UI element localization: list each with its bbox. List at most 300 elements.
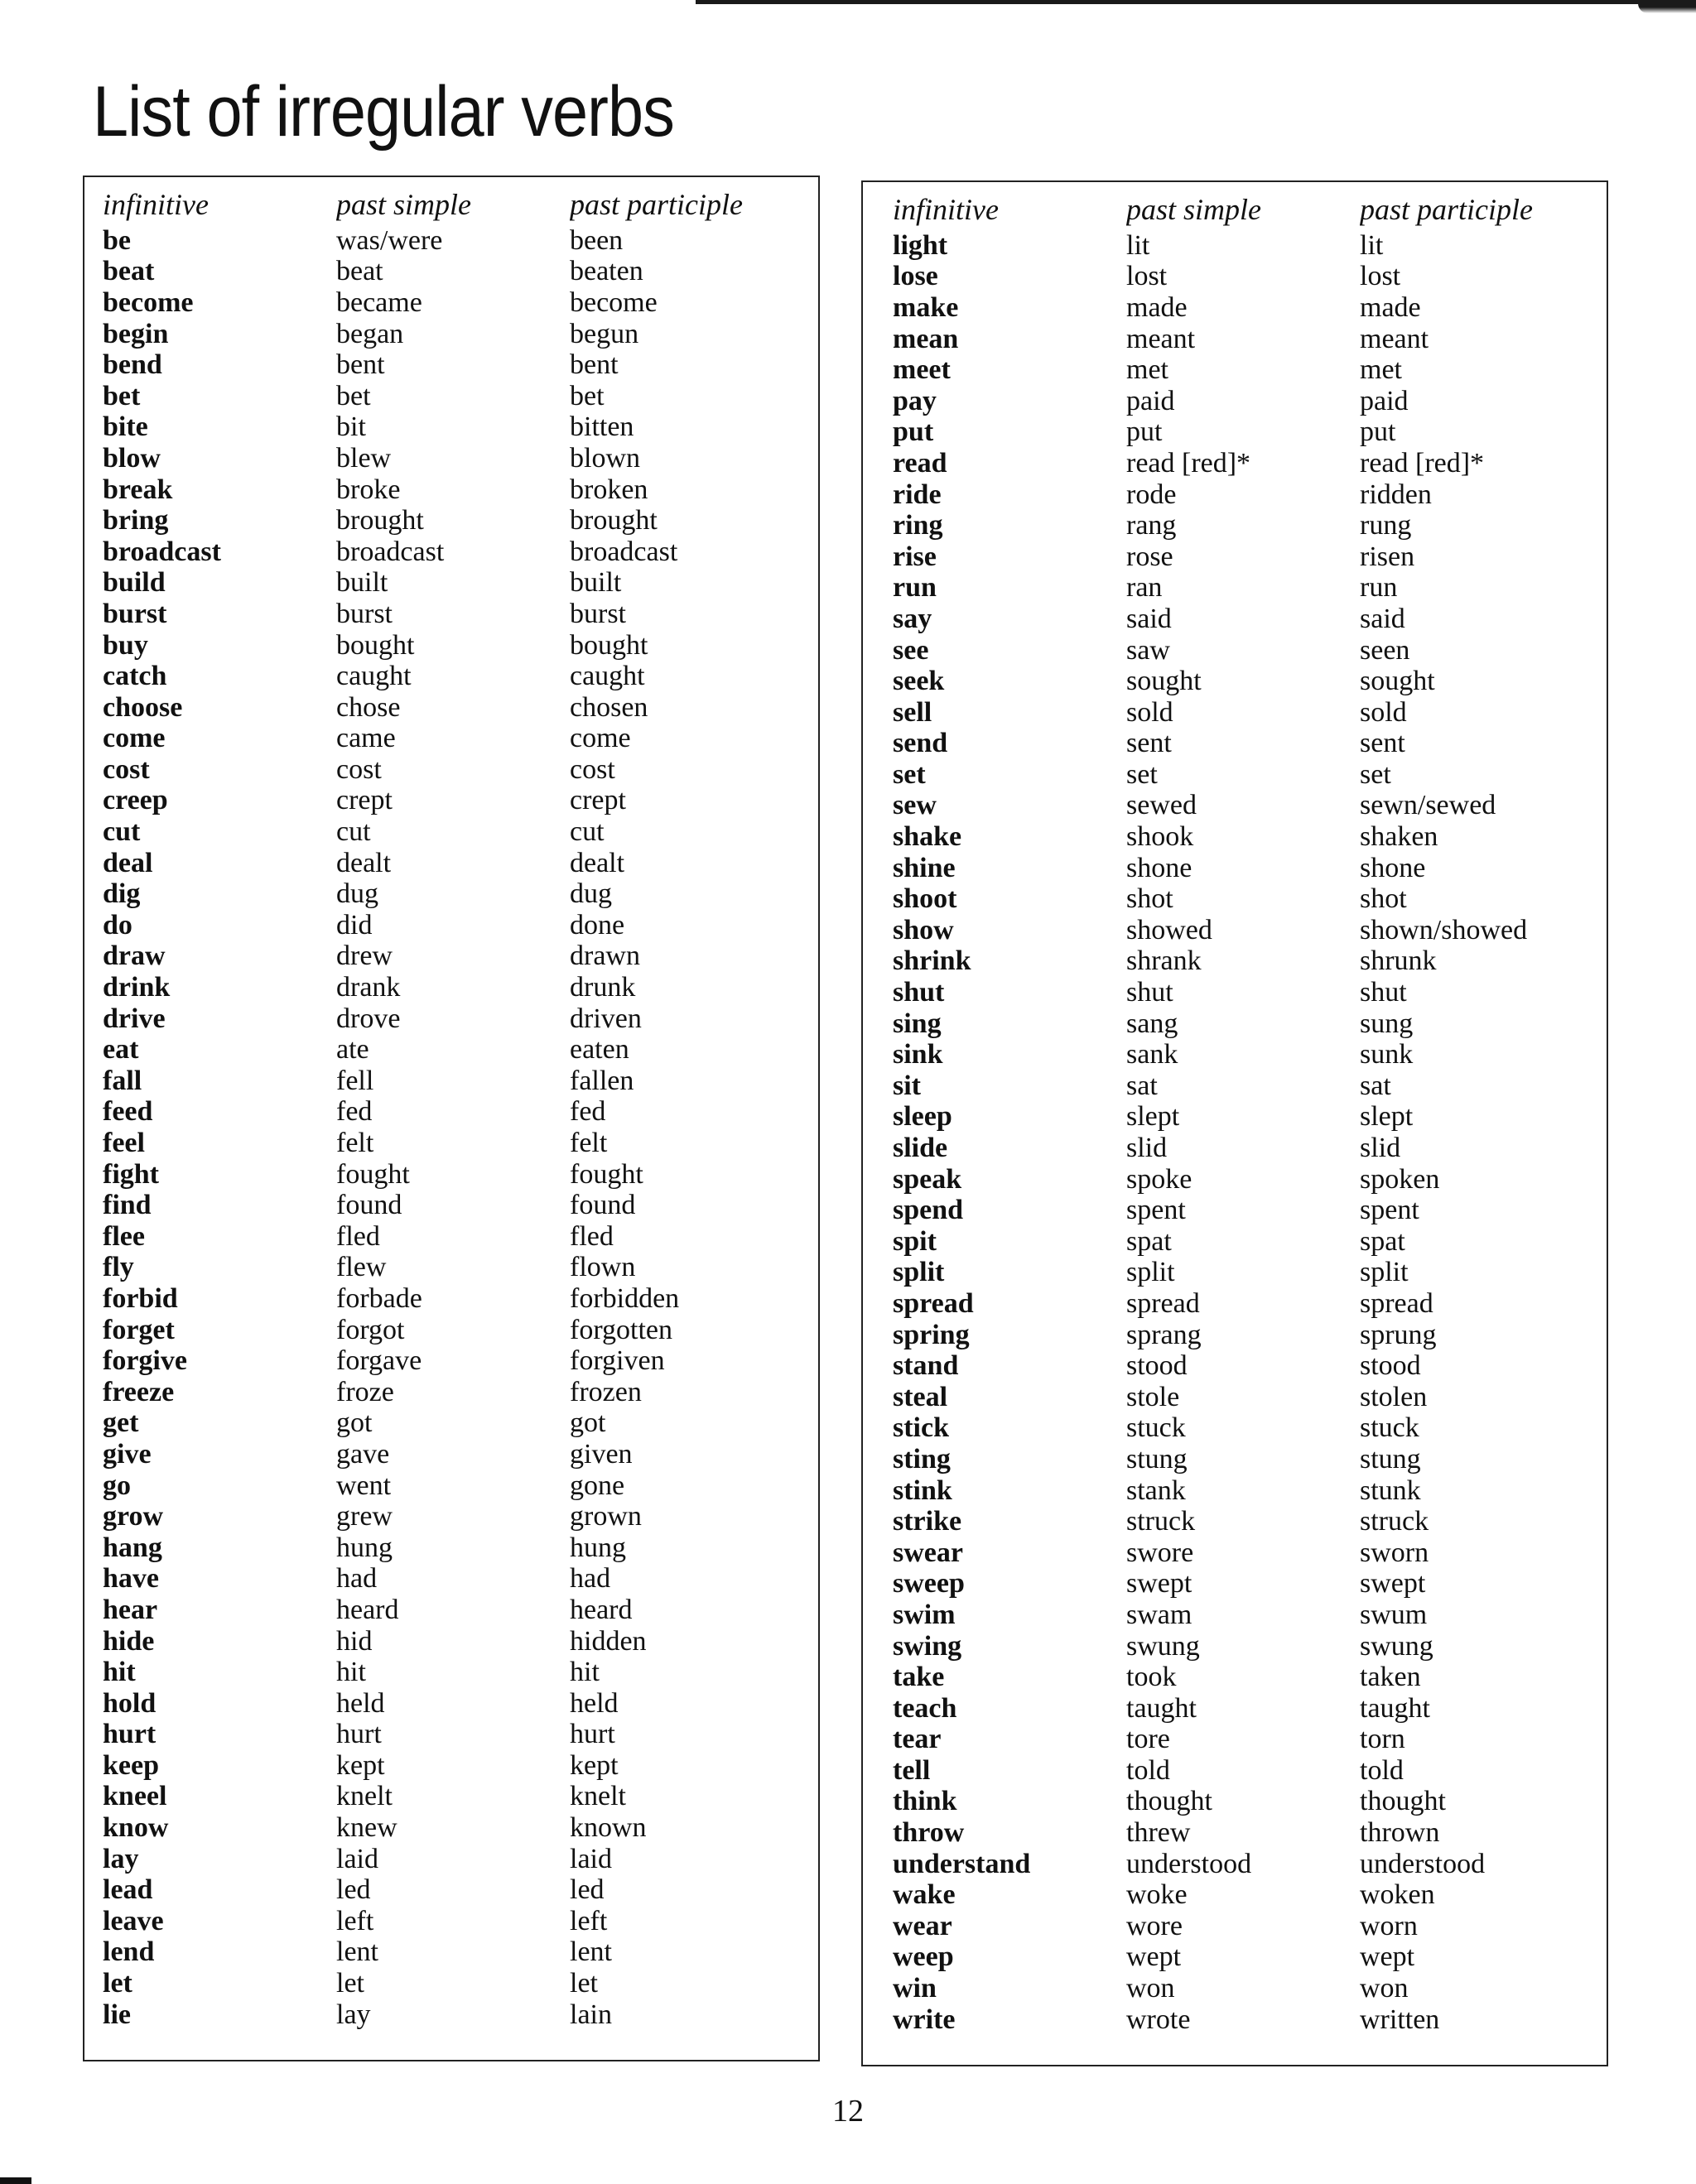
verb-past-simple: heard bbox=[336, 1594, 399, 1625]
verb-past-participle: frozen bbox=[570, 1376, 642, 1407]
verb-past-simple: came bbox=[336, 723, 396, 754]
verb-past-simple: knelt bbox=[336, 1781, 393, 1812]
verb-infinitive: sleep bbox=[893, 1101, 952, 1133]
verb-past-simple: meant bbox=[1126, 323, 1196, 354]
top-rule-decoration bbox=[696, 0, 1696, 4]
verb-table-left bbox=[83, 176, 820, 2061]
verb-past-simple: left bbox=[336, 1905, 374, 1936]
verb-past-simple: cost bbox=[336, 753, 382, 785]
verb-past-simple: tore bbox=[1126, 1724, 1170, 1755]
verb-infinitive: bring bbox=[103, 505, 169, 536]
table-row bbox=[84, 412, 818, 444]
verb-infinitive: mean bbox=[893, 323, 959, 354]
verb-past-participle: sent bbox=[1360, 728, 1405, 759]
verb-infinitive: drive bbox=[103, 1003, 166, 1034]
verb-past-simple: ran bbox=[1126, 572, 1163, 604]
verb-infinitive: feel bbox=[103, 1128, 145, 1159]
verb-past-simple: paid bbox=[1126, 385, 1175, 416]
verb-past-simple: wept bbox=[1126, 1941, 1182, 1973]
verb-past-simple: blew bbox=[336, 442, 392, 474]
verb-past-participle: flown bbox=[570, 1252, 636, 1283]
verb-past-simple: stank bbox=[1126, 1474, 1186, 1506]
verb-past-participle: spread bbox=[1360, 1287, 1433, 1319]
verb-past-simple: won bbox=[1126, 1973, 1175, 2004]
verb-infinitive: freeze bbox=[103, 1376, 175, 1407]
verb-past-simple: wore bbox=[1126, 1910, 1183, 1941]
table-row bbox=[84, 941, 818, 973]
verb-past-simple: fought bbox=[336, 1158, 410, 1190]
verb-infinitive: show bbox=[893, 914, 954, 945]
verb-past-simple: said bbox=[1126, 603, 1172, 634]
verb-infinitive: lead bbox=[103, 1874, 153, 1906]
verb-past-participle: fled bbox=[570, 1220, 614, 1252]
verb-past-simple: bit bbox=[336, 411, 366, 443]
verb-past-simple: broke bbox=[336, 474, 401, 505]
verb-past-participle: brought bbox=[570, 505, 658, 536]
verb-past-simple: spread bbox=[1126, 1287, 1200, 1319]
header-past-simple: past simple bbox=[336, 188, 472, 221]
verb-infinitive: spend bbox=[893, 1195, 964, 1226]
table-row bbox=[84, 1501, 818, 1532]
verb-past-simple: ate bbox=[336, 1034, 369, 1066]
verb-past-simple: felt bbox=[336, 1128, 374, 1159]
verb-past-simple: found bbox=[336, 1190, 402, 1221]
verb-infinitive: forget bbox=[103, 1314, 175, 1345]
verb-infinitive: win bbox=[893, 1973, 937, 2004]
verb-past-participle: done bbox=[570, 909, 625, 940]
verb-past-participle: met bbox=[1360, 354, 1402, 386]
verb-infinitive: forbid bbox=[103, 1282, 178, 1314]
verb-infinitive: tell bbox=[893, 1754, 931, 1786]
verb-infinitive: hear bbox=[103, 1594, 158, 1625]
verb-past-simple: stood bbox=[1126, 1350, 1188, 1382]
verb-infinitive: become bbox=[103, 286, 194, 318]
verb-infinitive: leave bbox=[103, 1905, 164, 1936]
table-row bbox=[863, 759, 1607, 791]
verb-infinitive: hold bbox=[103, 1687, 157, 1719]
table-row bbox=[863, 1879, 1607, 1911]
verb-past-participle: kept bbox=[570, 1749, 619, 1781]
verb-past-simple: took bbox=[1126, 1662, 1177, 1693]
table-row bbox=[863, 1444, 1607, 1475]
verb-past-participle: dealt bbox=[570, 847, 625, 878]
table-row bbox=[863, 1226, 1607, 1258]
table-row bbox=[863, 791, 1607, 822]
table-row bbox=[84, 754, 818, 786]
verb-past-participle: understood bbox=[1360, 1848, 1486, 1879]
verb-infinitive: seek bbox=[893, 666, 945, 697]
verb-past-participle: torn bbox=[1360, 1724, 1405, 1755]
verb-infinitive: put bbox=[893, 416, 934, 448]
table-row bbox=[863, 1350, 1607, 1382]
table-row bbox=[863, 1164, 1607, 1195]
verb-infinitive: shine bbox=[893, 852, 956, 883]
verb-past-participle: fed bbox=[570, 1096, 606, 1128]
verb-infinitive: know bbox=[103, 1812, 169, 1844]
verb-past-participle: struck bbox=[1360, 1506, 1429, 1537]
verb-infinitive: take bbox=[893, 1662, 945, 1693]
table-row bbox=[863, 1382, 1607, 1413]
verb-past-participle: told bbox=[1360, 1754, 1404, 1786]
verb-past-simple: bought bbox=[336, 629, 415, 661]
table-header bbox=[863, 189, 1607, 230]
verb-past-simple: forgot bbox=[336, 1314, 405, 1345]
verb-infinitive: sing bbox=[893, 1008, 942, 1039]
table-row bbox=[863, 1195, 1607, 1226]
verb-past-participle: begun bbox=[570, 318, 639, 349]
verb-infinitive: feed bbox=[103, 1096, 153, 1128]
verb-infinitive: ride bbox=[893, 479, 942, 510]
table-row bbox=[84, 1097, 818, 1128]
verb-infinitive: hang bbox=[103, 1532, 162, 1563]
table-row bbox=[84, 1034, 818, 1066]
verb-infinitive: wear bbox=[893, 1910, 952, 1941]
verb-infinitive: ring bbox=[893, 510, 943, 541]
table-row bbox=[863, 635, 1607, 666]
verb-past-simple: drew bbox=[336, 940, 393, 972]
verb-infinitive: drink bbox=[103, 972, 171, 1003]
verb-infinitive: sell bbox=[893, 696, 932, 728]
verb-past-participle: burst bbox=[570, 598, 626, 629]
table-row bbox=[863, 1070, 1607, 1102]
verb-past-participle: said bbox=[1360, 603, 1405, 634]
verb-past-participle: stung bbox=[1360, 1443, 1421, 1474]
table-row bbox=[863, 821, 1607, 853]
verb-past-participle: knelt bbox=[570, 1781, 626, 1812]
table-row bbox=[863, 479, 1607, 511]
verb-infinitive: stick bbox=[893, 1412, 949, 1444]
verb-past-simple: wrote bbox=[1126, 2004, 1191, 2035]
verb-past-simple: bent bbox=[336, 349, 385, 381]
table-row bbox=[863, 946, 1607, 978]
verb-infinitive: see bbox=[893, 634, 929, 666]
verb-past-simple: spent bbox=[1126, 1195, 1186, 1226]
verb-past-simple: read [red]* bbox=[1126, 447, 1251, 479]
verb-past-participle: stunk bbox=[1360, 1474, 1421, 1506]
page-number: 12 bbox=[832, 2094, 864, 2129]
verb-infinitive: flee bbox=[103, 1220, 145, 1252]
verb-past-participle: sought bbox=[1360, 666, 1435, 697]
verb-past-simple: shone bbox=[1126, 852, 1192, 883]
verb-infinitive: lay bbox=[103, 1843, 139, 1874]
table-row bbox=[863, 697, 1607, 729]
verb-past-participle: laid bbox=[570, 1843, 612, 1874]
verb-past-participle: rung bbox=[1360, 510, 1412, 541]
verb-infinitive: spit bbox=[893, 1225, 937, 1257]
verb-past-participle: swum bbox=[1360, 1599, 1428, 1630]
table-row bbox=[84, 878, 818, 910]
verb-past-participle: become bbox=[570, 286, 658, 318]
table-row bbox=[84, 1470, 818, 1502]
verb-past-participle: sprung bbox=[1360, 1319, 1437, 1350]
verb-past-participle: spoken bbox=[1360, 1163, 1440, 1195]
verb-past-participle: shone bbox=[1360, 852, 1426, 883]
verb-past-participle: run bbox=[1360, 572, 1398, 604]
table-row bbox=[84, 692, 818, 724]
verb-infinitive: go bbox=[103, 1470, 131, 1501]
verb-past-simple: stung bbox=[1126, 1443, 1188, 1474]
verb-past-simple: slept bbox=[1126, 1101, 1180, 1133]
verb-past-participle: lost bbox=[1360, 261, 1401, 292]
verb-past-participle: slept bbox=[1360, 1101, 1414, 1133]
verb-infinitive: find bbox=[103, 1190, 152, 1221]
verb-past-participle: dug bbox=[570, 878, 612, 910]
verb-past-participle: hurt bbox=[570, 1719, 615, 1750]
verb-infinitive: stand bbox=[893, 1350, 959, 1382]
verb-past-simple: grew bbox=[336, 1501, 393, 1532]
table-row bbox=[84, 257, 818, 288]
verb-infinitive: fall bbox=[103, 1065, 142, 1096]
verb-past-simple: spoke bbox=[1126, 1163, 1192, 1195]
verb-infinitive: do bbox=[103, 909, 132, 940]
table-row bbox=[84, 443, 818, 474]
verb-past-participle: lain bbox=[570, 1999, 612, 2030]
verb-past-simple: struck bbox=[1126, 1506, 1196, 1537]
verb-infinitive: rise bbox=[893, 541, 937, 572]
verb-past-simple: fled bbox=[336, 1220, 380, 1252]
table-row bbox=[84, 1874, 818, 1906]
verb-past-participle: sold bbox=[1360, 696, 1407, 728]
verb-infinitive: spread bbox=[893, 1287, 974, 1319]
table-row bbox=[863, 573, 1607, 604]
verb-past-simple: thought bbox=[1126, 1786, 1212, 1817]
verb-past-participle: worn bbox=[1360, 1910, 1418, 1941]
table-row bbox=[84, 1128, 818, 1159]
table-row bbox=[84, 972, 818, 1003]
table-row bbox=[84, 1750, 818, 1782]
verb-past-participle: fallen bbox=[570, 1065, 634, 1096]
table-row bbox=[84, 1906, 818, 1937]
verb-past-simple: knew bbox=[336, 1812, 398, 1844]
table-row bbox=[863, 1600, 1607, 1631]
table-row bbox=[84, 225, 818, 257]
verb-past-participle: got bbox=[570, 1407, 606, 1439]
verb-past-participle: shaken bbox=[1360, 821, 1438, 853]
table-row bbox=[84, 1377, 818, 1408]
verb-past-participle: bitten bbox=[570, 411, 634, 443]
table-row bbox=[84, 349, 818, 381]
verb-table-right-body bbox=[863, 230, 1607, 2035]
verb-past-participle: gone bbox=[570, 1470, 625, 1501]
verb-infinitive: throw bbox=[893, 1817, 965, 1849]
verb-past-participle: swung bbox=[1360, 1630, 1433, 1662]
verb-past-simple: woke bbox=[1126, 1879, 1188, 1911]
verb-past-participle: forgiven bbox=[570, 1345, 665, 1377]
verb-past-simple: brought bbox=[336, 505, 424, 536]
verb-past-participle: split bbox=[1360, 1257, 1409, 1288]
verb-past-participle: sworn bbox=[1360, 1537, 1429, 1568]
table-row bbox=[84, 319, 818, 350]
verb-past-participle: let bbox=[570, 1968, 598, 1999]
table-row bbox=[84, 1345, 818, 1377]
verb-infinitive: have bbox=[103, 1563, 159, 1595]
verb-infinitive: get bbox=[103, 1407, 139, 1439]
verb-past-participle: given bbox=[570, 1438, 633, 1470]
table-row bbox=[863, 604, 1607, 635]
verb-past-participle: woken bbox=[1360, 1879, 1435, 1911]
verb-past-simple: had bbox=[336, 1563, 378, 1595]
verb-past-participle: shut bbox=[1360, 977, 1407, 1008]
top-rule-tail-decoration bbox=[1638, 3, 1696, 13]
table-row bbox=[863, 292, 1607, 324]
verb-past-simple: fed bbox=[336, 1096, 373, 1128]
verb-past-participle: eaten bbox=[570, 1034, 629, 1066]
verb-past-simple: fell bbox=[336, 1065, 374, 1096]
verb-infinitive: spring bbox=[893, 1319, 970, 1350]
verb-past-participle: fought bbox=[570, 1158, 643, 1190]
verb-past-simple: dug bbox=[336, 878, 378, 910]
verb-past-participle: led bbox=[570, 1874, 605, 1906]
verb-infinitive: break bbox=[103, 474, 173, 505]
verb-infinitive: steal bbox=[893, 1381, 948, 1412]
table-row bbox=[863, 1725, 1607, 1756]
table-row bbox=[863, 1039, 1607, 1070]
table-row bbox=[863, 2004, 1607, 2036]
verb-past-simple: shut bbox=[1126, 977, 1173, 1008]
verb-infinitive: send bbox=[893, 728, 948, 759]
verb-infinitive: slide bbox=[893, 1133, 948, 1164]
verb-past-participle: thought bbox=[1360, 1786, 1446, 1817]
verb-table-right bbox=[861, 180, 1608, 2066]
verb-past-simple: led bbox=[336, 1874, 371, 1906]
verb-past-simple: flew bbox=[336, 1252, 387, 1283]
verb-infinitive: burst bbox=[103, 598, 167, 629]
table-row bbox=[84, 848, 818, 879]
verb-past-participle: grown bbox=[570, 1501, 642, 1532]
verb-infinitive: cost bbox=[103, 753, 150, 785]
verb-past-simple: sought bbox=[1126, 666, 1202, 697]
table-row bbox=[84, 1190, 818, 1221]
table-row bbox=[863, 1475, 1607, 1507]
verb-past-participle: won bbox=[1360, 1973, 1409, 2004]
table-row bbox=[84, 1439, 818, 1470]
table-row bbox=[84, 1253, 818, 1284]
verb-past-simple: lent bbox=[336, 1936, 378, 1968]
verb-infinitive: swear bbox=[893, 1537, 963, 1568]
verb-past-participle: hung bbox=[570, 1532, 626, 1563]
verb-past-simple: sold bbox=[1126, 696, 1173, 728]
verb-infinitive: understand bbox=[893, 1848, 1031, 1879]
verb-past-simple: put bbox=[1126, 416, 1163, 448]
table-row bbox=[863, 915, 1607, 946]
verb-past-simple: set bbox=[1126, 758, 1158, 790]
verb-past-simple: told bbox=[1126, 1754, 1170, 1786]
verb-past-simple: saw bbox=[1126, 634, 1170, 666]
verb-past-participle: stuck bbox=[1360, 1412, 1419, 1444]
table-row bbox=[863, 729, 1607, 760]
verb-infinitive: deal bbox=[103, 847, 153, 878]
verb-past-participle: taught bbox=[1360, 1692, 1430, 1724]
table-row bbox=[863, 354, 1607, 386]
table-row bbox=[863, 262, 1607, 293]
verb-past-simple: hit bbox=[336, 1657, 366, 1688]
verb-past-simple: swung bbox=[1126, 1630, 1200, 1662]
verb-past-simple: drove bbox=[336, 1003, 401, 1034]
verb-past-participle: caught bbox=[570, 661, 645, 692]
table-row bbox=[84, 474, 818, 506]
verb-infinitive: swing bbox=[893, 1630, 962, 1662]
verb-past-simple: began bbox=[336, 318, 404, 349]
verb-past-participle: hidden bbox=[570, 1625, 647, 1657]
verb-infinitive: think bbox=[893, 1786, 957, 1817]
table-row bbox=[84, 1844, 818, 1875]
verb-past-simple: made bbox=[1126, 291, 1188, 323]
verb-past-simple: shook bbox=[1126, 821, 1194, 853]
verb-infinitive: buy bbox=[103, 629, 148, 661]
verb-infinitive: shut bbox=[893, 977, 945, 1008]
verb-past-simple: crept bbox=[336, 785, 393, 816]
verb-past-participle: shot bbox=[1360, 883, 1407, 915]
table-row bbox=[863, 386, 1607, 417]
verb-past-participle: lent bbox=[570, 1936, 612, 1968]
verb-past-simple: swam bbox=[1126, 1599, 1192, 1630]
verb-past-participle: crept bbox=[570, 785, 626, 816]
verb-infinitive: strike bbox=[893, 1506, 962, 1537]
table-row bbox=[863, 1258, 1607, 1289]
verb-past-simple: showed bbox=[1126, 914, 1212, 945]
verb-past-simple: slid bbox=[1126, 1133, 1168, 1164]
verb-past-simple: forgave bbox=[336, 1345, 422, 1377]
table-row bbox=[863, 230, 1607, 262]
verb-past-simple: sent bbox=[1126, 728, 1172, 759]
verb-past-participle: bent bbox=[570, 349, 619, 381]
verb-infinitive: write bbox=[893, 2004, 956, 2035]
table-row bbox=[863, 1320, 1607, 1351]
table-row bbox=[84, 1782, 818, 1813]
verb-infinitive: kneel bbox=[103, 1781, 167, 1812]
verb-past-simple: shot bbox=[1126, 883, 1173, 915]
table-row bbox=[84, 505, 818, 536]
table-row bbox=[84, 1408, 818, 1440]
table-row bbox=[84, 568, 818, 599]
table-row bbox=[863, 1973, 1607, 2004]
verb-past-simple: gave bbox=[336, 1438, 390, 1470]
verb-past-simple: stole bbox=[1126, 1381, 1180, 1412]
verb-past-simple: taught bbox=[1126, 1692, 1197, 1724]
verb-infinitive: stink bbox=[893, 1474, 952, 1506]
table-row bbox=[84, 1159, 818, 1191]
table-row bbox=[863, 1569, 1607, 1600]
verb-past-simple: bet bbox=[336, 380, 371, 411]
table-row bbox=[863, 448, 1607, 479]
table-row bbox=[84, 661, 818, 692]
table-row bbox=[84, 1720, 818, 1751]
verb-past-simple: froze bbox=[336, 1376, 394, 1407]
verb-infinitive: choose bbox=[103, 691, 183, 723]
table-row bbox=[84, 1937, 818, 1969]
verb-past-participle: wept bbox=[1360, 1941, 1415, 1973]
table-row bbox=[84, 1066, 818, 1097]
verb-infinitive: light bbox=[893, 229, 948, 261]
verb-infinitive: sew bbox=[893, 790, 937, 821]
verb-past-simple: caught bbox=[336, 661, 412, 692]
verb-infinitive: let bbox=[103, 1968, 132, 1999]
table-row bbox=[84, 1315, 818, 1346]
verb-past-participle: felt bbox=[570, 1128, 608, 1159]
verb-infinitive: creep bbox=[103, 785, 168, 816]
verb-past-simple: hurt bbox=[336, 1719, 382, 1750]
page-title: List of irregular verbs bbox=[93, 72, 674, 152]
verb-infinitive: hurt bbox=[103, 1719, 157, 1750]
verb-infinitive: forgive bbox=[103, 1345, 187, 1377]
verb-past-simple: rode bbox=[1126, 479, 1177, 510]
table-row bbox=[84, 381, 818, 412]
verb-infinitive: blow bbox=[103, 442, 161, 474]
table-row bbox=[863, 1787, 1607, 1818]
header-infinitive: infinitive bbox=[103, 188, 209, 221]
verb-past-simple: swept bbox=[1126, 1568, 1192, 1600]
verb-past-simple: sang bbox=[1126, 1008, 1178, 1039]
